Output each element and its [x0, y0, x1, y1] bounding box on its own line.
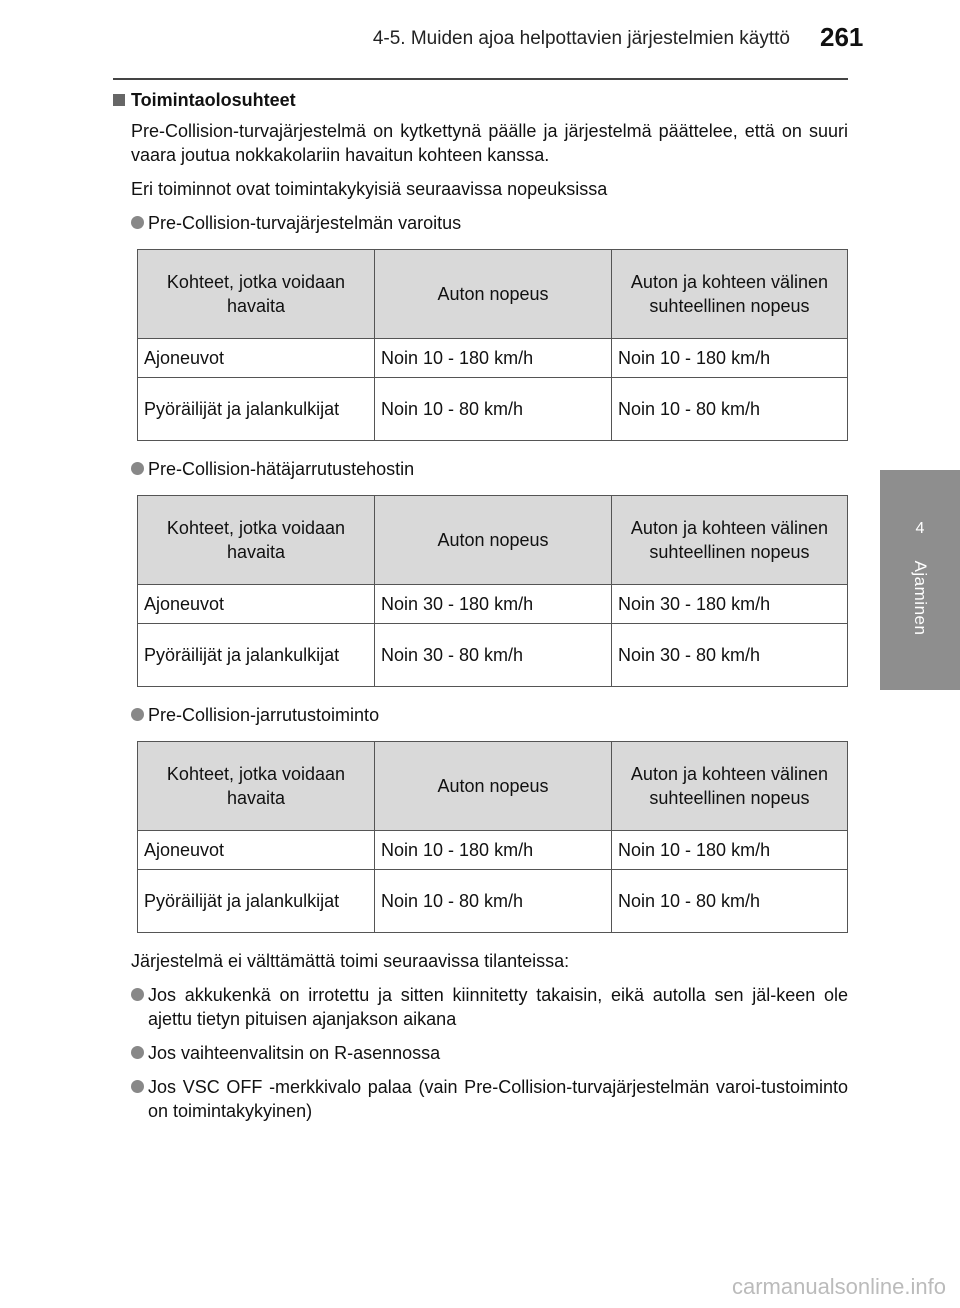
table-cell: Ajoneuvot [138, 831, 375, 870]
section-heading [113, 90, 848, 111]
table-cell: Noin 30 - 80 km/h [612, 624, 848, 687]
table-caption-1 [131, 211, 848, 235]
table-cell: Noin 30 - 80 km/h [375, 624, 612, 687]
header-cell: Kohteet, jotka voidaan havaita [138, 496, 375, 585]
table-row [138, 339, 848, 378]
intro-paragraph: Pre-Collision-turvajärjestelmä on kytkettynä päälle ja järjestelmä päättelee, että on suuri vaara joutua nokkakolariin havaitun kohteen kanssa. [131, 121, 848, 165]
table-cell: Pyöräilijät ja jalankulkijat [138, 378, 375, 441]
header-cell: Kohteet, jotka voidaan havaita [138, 250, 375, 339]
table-cell: Noin 10 - 80 km/h [375, 870, 612, 933]
round-bullet-icon [131, 1046, 144, 1059]
limitation-text: Jos akkukenkä on irrotettu ja sitten kiinnitetty takaisin, eikä autolla sen jäl-keen ole ajettu tietyn pituisen ajanjakson aikana [148, 985, 848, 1029]
chapter-label: Ajaminen [911, 560, 930, 636]
chapter-side-tab [880, 470, 960, 690]
limitation-item [131, 1075, 848, 1123]
table-caption-text: Pre-Collision-jarrutustoiminto [148, 705, 380, 725]
header-cell: Auton nopeus [375, 496, 612, 585]
table-cell: Noin 10 - 180 km/h [375, 339, 612, 378]
table-caption-text: Pre-Collision-hätäjarrutustehostin [148, 459, 415, 479]
table-row [138, 585, 848, 624]
table-cell: Noin 10 - 180 km/h [375, 831, 612, 870]
header-cell: Auton ja kohteen välinen suhteellinen nopeus [612, 742, 848, 831]
main-content [113, 90, 848, 1133]
header-cell: Auton ja kohteen välinen suhteellinen nopeus [612, 250, 848, 339]
spec-table-3 [137, 741, 848, 933]
spec-table-1 [137, 249, 848, 441]
page-number: 261 [820, 22, 864, 52]
limitation-text: Jos VSC OFF -merkkivalo palaa (vain Pre-Collision-turvajärjestelmän varoi-tustoiminto on toimintakykyinen) [148, 1077, 848, 1121]
table-row [138, 378, 848, 441]
table-header-row [138, 496, 848, 585]
round-bullet-icon [131, 988, 144, 1001]
page-header-title: 4-5. Muiden ajoa helpottavien järjestelmien käyttö [372, 28, 790, 49]
limitation-text: Jos vaihteenvalitsin on R-asennossa [148, 1043, 441, 1063]
table-caption-text: Pre-Collision-turvajärjestelmän varoitus [148, 213, 462, 233]
square-bullet-icon [113, 94, 125, 106]
table-cell: Noin 10 - 80 km/h [375, 378, 612, 441]
table-block-3 [113, 703, 848, 933]
table-cell: Pyöräilijät ja jalankulkijat [138, 870, 375, 933]
watermark: carmanualsonline.info [731, 1274, 946, 1299]
table-cell: Noin 30 - 180 km/h [375, 585, 612, 624]
table-cell: Pyöräilijät ja jalankulkijat [138, 624, 375, 687]
table-row [138, 831, 848, 870]
table-cell: Ajoneuvot [138, 339, 375, 378]
round-bullet-icon [131, 1080, 144, 1093]
header-cell: Auton nopeus [375, 742, 612, 831]
table-cell: Noin 10 - 180 km/h [612, 339, 848, 378]
table-cell: Ajoneuvot [138, 585, 375, 624]
table-block-1 [113, 211, 848, 441]
limitation-item [131, 1041, 848, 1065]
header-rule [113, 78, 848, 80]
limitation-item [131, 983, 848, 1031]
chapter-number: 4 [915, 520, 925, 537]
table-header-row [138, 250, 848, 339]
table-caption-2 [131, 457, 848, 481]
table-row [138, 624, 848, 687]
round-bullet-icon [131, 216, 144, 229]
section-heading-text: Toimintaolosuhteet [131, 90, 296, 110]
header-cell: Auton ja kohteen välinen suhteellinen nopeus [612, 496, 848, 585]
header-cell: Kohteet, jotka voidaan havaita [138, 742, 375, 831]
table-cell: Noin 10 - 180 km/h [612, 831, 848, 870]
table-cell: Noin 10 - 80 km/h [612, 378, 848, 441]
header-cell: Auton nopeus [375, 250, 612, 339]
table-caption-3 [131, 703, 848, 727]
table-cell: Noin 10 - 80 km/h [612, 870, 848, 933]
table-header-row [138, 742, 848, 831]
spec-table-2 [137, 495, 848, 687]
speeds-intro-paragraph: Eri toiminnot ovat toimintakykyisiä seuraavissa nopeuksissa [131, 179, 608, 199]
limitations-intro: Järjestelmä ei välttämättä toimi seuraavissa tilanteissa: [131, 951, 570, 971]
table-row [138, 870, 848, 933]
round-bullet-icon [131, 708, 144, 721]
table-cell: Noin 30 - 180 km/h [612, 585, 848, 624]
round-bullet-icon [131, 462, 144, 475]
table-block-2 [113, 457, 848, 687]
